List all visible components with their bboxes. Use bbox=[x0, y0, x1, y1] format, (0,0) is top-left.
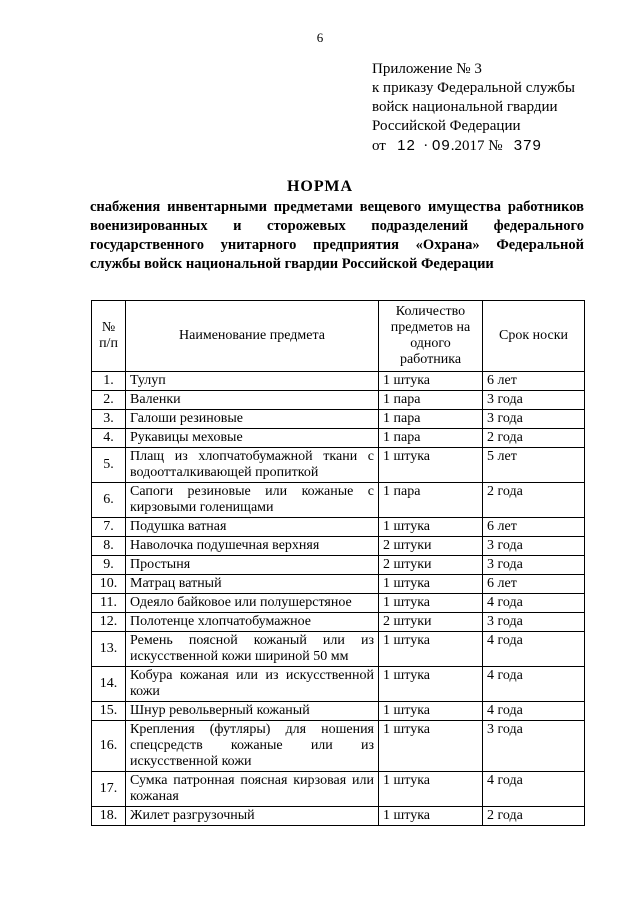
item-quantity: 1 штука bbox=[379, 721, 483, 772]
row-number: 4. bbox=[92, 429, 126, 448]
table-row bbox=[92, 667, 585, 702]
item-name: Сумка патронная поясная кирзовая или кожаная bbox=[126, 772, 379, 807]
row-number: 6. bbox=[92, 483, 126, 518]
item-term: 6 лет bbox=[483, 518, 585, 537]
row-number: 7. bbox=[92, 518, 126, 537]
item-quantity: 1 штука bbox=[379, 702, 483, 721]
date-day: 12 bbox=[397, 137, 416, 154]
item-name: Ремень поясной кожаный или из искусственной кожи шириной 50 мм bbox=[126, 632, 379, 667]
table-row bbox=[92, 575, 585, 594]
row-number: 9. bbox=[92, 556, 126, 575]
item-term: 2 года bbox=[483, 483, 585, 518]
item-name: Кобура кожаная или из искусственной кожи bbox=[126, 667, 379, 702]
table-row bbox=[92, 429, 585, 448]
item-name: Одеяло байковое или полушерстяное bbox=[126, 594, 379, 613]
row-number: 18. bbox=[92, 807, 126, 826]
item-name: Наволочка подушечная верхняя bbox=[126, 537, 379, 556]
norm-table bbox=[91, 300, 585, 826]
table-row bbox=[92, 772, 585, 807]
row-number: 1. bbox=[92, 372, 126, 391]
table-header-row bbox=[92, 301, 585, 372]
item-name: Крепления (футляры) для ношения спецсредств кожаные или из искусственной кожи bbox=[126, 721, 379, 772]
table-row bbox=[92, 556, 585, 575]
item-term: 3 года bbox=[483, 537, 585, 556]
appendix-line-2: к приказу Федеральной службы bbox=[372, 80, 576, 96]
row-number: 15. bbox=[92, 702, 126, 721]
table-row bbox=[92, 518, 585, 537]
row-number: 12. bbox=[92, 613, 126, 632]
table-row bbox=[92, 632, 585, 667]
item-quantity: 1 штука bbox=[379, 448, 483, 483]
table-body bbox=[92, 372, 585, 826]
date-year: .2017 bbox=[450, 138, 485, 154]
item-term: 4 года bbox=[483, 667, 585, 702]
item-name: Простыня bbox=[126, 556, 379, 575]
row-number: 5. bbox=[92, 448, 126, 483]
item-name: Плащ из хлопчатобумажной ткани с водоотталкивающей пропиткой bbox=[126, 448, 379, 483]
table-row bbox=[92, 537, 585, 556]
item-term: 4 года bbox=[483, 594, 585, 613]
item-term: 3 года bbox=[483, 721, 585, 772]
table-row bbox=[92, 721, 585, 772]
row-number: 10. bbox=[92, 575, 126, 594]
item-name: Жилет разгрузочный bbox=[126, 807, 379, 826]
item-quantity: 1 штука bbox=[379, 632, 483, 667]
row-number: 3. bbox=[92, 410, 126, 429]
document-subtitle: снабжения инвентарными предметами вещевого имущества работников военизированных и сторожевых подразделений федерального государственного унитарного предприятия «Охрана» Федеральной службы войск национальной гвардии Российской Федерации bbox=[90, 199, 584, 272]
table-row bbox=[92, 702, 585, 721]
item-term: 4 года bbox=[483, 702, 585, 721]
item-name: Подушка ватная bbox=[126, 518, 379, 537]
item-name: Рукавицы меховые bbox=[126, 429, 379, 448]
item-quantity: 1 штука bbox=[379, 807, 483, 826]
number-sign: № bbox=[488, 138, 503, 154]
table-row bbox=[92, 483, 585, 518]
item-term: 4 года bbox=[483, 772, 585, 807]
table-row bbox=[92, 391, 585, 410]
document-title: НОРМА bbox=[286, 178, 353, 195]
row-number: 2. bbox=[92, 391, 126, 410]
appendix-line-3: войск национальной гвардии bbox=[372, 99, 558, 115]
item-term: 2 года bbox=[483, 807, 585, 826]
item-quantity: 1 штука bbox=[379, 772, 483, 807]
item-term: 5 лет bbox=[483, 448, 585, 483]
item-name: Шнур револьверный кожаный bbox=[126, 702, 379, 721]
table-row bbox=[92, 594, 585, 613]
header-item-name: Наименование предмета bbox=[126, 301, 379, 372]
row-number: 13. bbox=[92, 632, 126, 667]
page-number: 6 bbox=[316, 30, 324, 45]
item-term: 3 года bbox=[483, 410, 585, 429]
item-name: Тулуп bbox=[126, 372, 379, 391]
item-quantity: 1 пара bbox=[379, 429, 483, 448]
item-quantity: 1 штука bbox=[379, 667, 483, 702]
item-quantity: 2 штуки bbox=[379, 537, 483, 556]
table-row bbox=[92, 410, 585, 429]
header-quantity: Количество предметов на одного работника bbox=[379, 301, 483, 372]
item-name: Сапоги резиновые или кожаные с кирзовыми голенищами bbox=[126, 483, 379, 518]
item-term: 3 года bbox=[483, 613, 585, 632]
header-term: Срок носки bbox=[483, 301, 585, 372]
item-quantity: 2 штуки bbox=[379, 556, 483, 575]
item-term: 6 лет bbox=[483, 372, 585, 391]
item-name: Галоши резиновые bbox=[126, 410, 379, 429]
item-quantity: 1 пара bbox=[379, 410, 483, 429]
row-number: 14. bbox=[92, 667, 126, 702]
table-row bbox=[92, 807, 585, 826]
item-term: 4 года bbox=[483, 632, 585, 667]
date-prefix: от bbox=[372, 138, 386, 154]
item-quantity: 1 штука bbox=[379, 575, 483, 594]
item-name: Матрац ватный bbox=[126, 575, 379, 594]
header-number: № п/п bbox=[92, 301, 126, 372]
item-quantity: 1 пара bbox=[379, 483, 483, 518]
table-row bbox=[92, 448, 585, 483]
item-name: Полотенце хлопчатобумажное bbox=[126, 613, 379, 632]
order-number: 379 bbox=[513, 137, 542, 154]
item-term: 6 лет bbox=[483, 575, 585, 594]
row-number: 17. bbox=[92, 772, 126, 807]
table-row bbox=[92, 613, 585, 632]
item-quantity: 1 штука bbox=[379, 594, 483, 613]
appendix-line-4: Российской Федерации bbox=[372, 118, 521, 134]
item-quantity: 1 штука bbox=[379, 518, 483, 537]
item-term: 3 года bbox=[483, 391, 585, 410]
appendix-date-line: от 12 · 09.2017 № 379 bbox=[372, 137, 542, 154]
item-quantity: 2 штуки bbox=[379, 613, 483, 632]
item-name: Валенки bbox=[126, 391, 379, 410]
row-number: 16. bbox=[92, 721, 126, 772]
item-term: 2 года bbox=[483, 429, 585, 448]
row-number: 11. bbox=[92, 594, 126, 613]
appendix-line-1: Приложение № 3 bbox=[372, 61, 482, 77]
date-month: 09 bbox=[432, 137, 451, 154]
item-term: 3 года bbox=[483, 556, 585, 575]
row-number: 8. bbox=[92, 537, 126, 556]
item-quantity: 1 штука bbox=[379, 372, 483, 391]
appendix-block bbox=[372, 60, 575, 156]
item-quantity: 1 пара bbox=[379, 391, 483, 410]
table-row bbox=[92, 372, 585, 391]
